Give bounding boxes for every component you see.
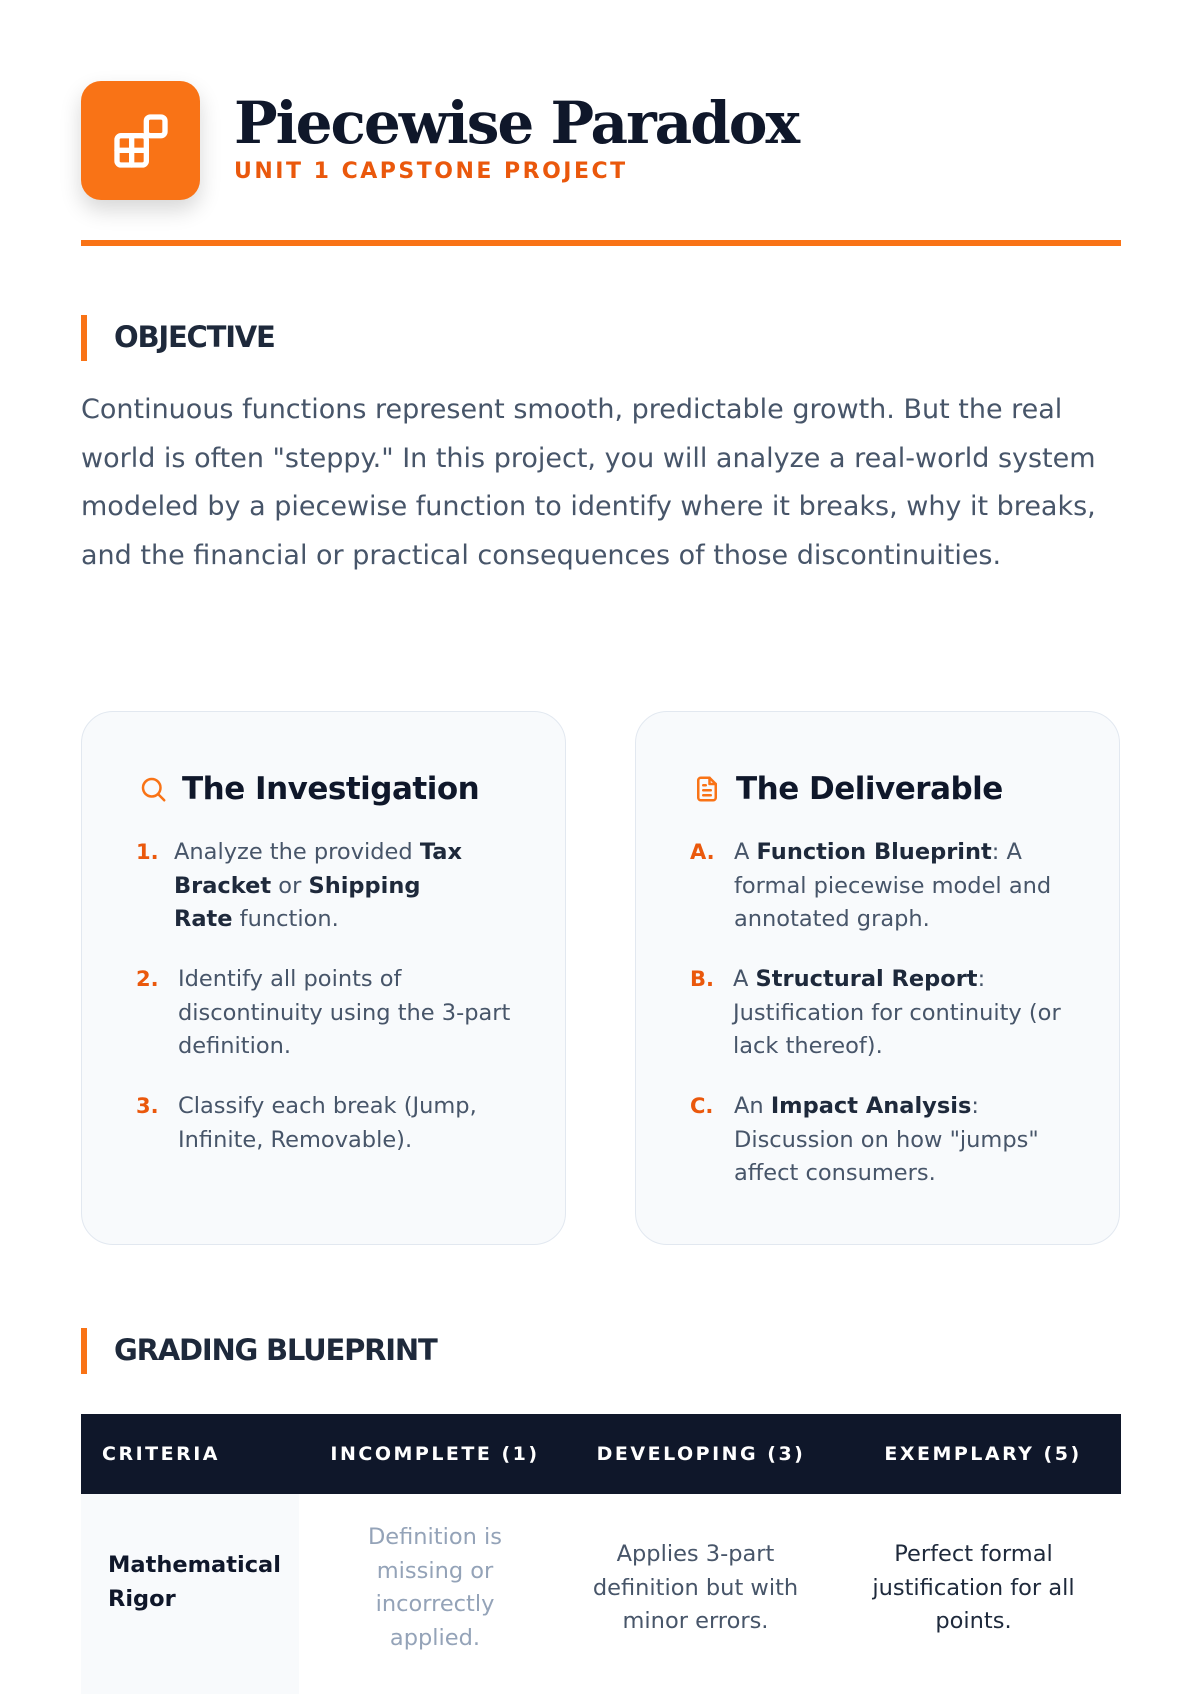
document-icon (690, 772, 724, 806)
list-marker: A. (690, 840, 715, 864)
widgets-icon (81, 81, 200, 200)
list-item-text: Identify all points of discontinuity using the 3-part definition. (178, 966, 511, 1059)
grading-heading-text: GRADING BLUEPRINT (114, 1333, 437, 1367)
rubric-table-header (81, 1414, 1121, 1494)
list-item-text: A Structural Report: Justification for continuity (or lack thereof). (733, 966, 1061, 1059)
investigation-title: The Investigation (182, 771, 480, 807)
column-header-developing: DEVELOPING (3) (596, 1443, 806, 1465)
page-title: Piecewise Paradox (234, 89, 799, 157)
objective-text: Continuous functions represent smooth, predictable growth. But the real world is often "steppy." In this project, you will analyze a real-world system modeled by a piecewise function to identify where it breaks, why it breaks, and the financial or practical consequences of those discontinuities. (81, 394, 1096, 571)
section-accent-bar (81, 1328, 87, 1374)
deliverable-card-title (690, 766, 1003, 812)
table-row (81, 1494, 1121, 1694)
investigation-card (81, 711, 566, 1245)
column-header-incomplete: INCOMPLETE (1) (330, 1443, 540, 1465)
deliverable-card (635, 711, 1120, 1245)
list-item-text: A Function Blueprint: A formal piecewise model and annotated graph. (734, 839, 1052, 932)
deliverable-title: The Deliverable (736, 771, 1003, 807)
criteria-label: Mathematical Rigor (108, 1552, 281, 1612)
developing-cell: Applies 3-part definition but with minor errors. (592, 1541, 799, 1634)
list-item-text: Analyze the provided Tax Bracket or Shipping Rate function. (174, 839, 462, 932)
list-item-text: An Impact Analysis: Discussion on how "jumps" affect consumers. (734, 1093, 1039, 1186)
column-header-exemplary: EXEMPLARY (5) (884, 1443, 1082, 1465)
list-marker: 1. (136, 840, 159, 864)
incomplete-cell: Definition is missing or incorrectly applied. (367, 1524, 503, 1651)
list-marker: B. (690, 967, 714, 991)
column-header-criteria: CRITERIA (102, 1443, 220, 1465)
objective-heading-text: OBJECTIVE (114, 320, 275, 354)
page-subtitle: UNIT 1 CAPSTONE PROJECT (234, 159, 628, 184)
list-marker: 2. (136, 967, 159, 991)
objective-heading (81, 315, 1121, 361)
header-divider (81, 240, 1121, 246)
list-marker: 3. (136, 1094, 159, 1118)
section-accent-bar (81, 315, 87, 361)
exemplary-cell: Perfect formal justification for all points. (872, 1541, 1075, 1634)
search-icon (136, 772, 170, 806)
list-item-text: Classify each break (Jump, Infinite, Removable). (178, 1093, 477, 1153)
investigation-card-title (136, 766, 479, 812)
grading-heading (81, 1328, 1121, 1374)
list-marker: C. (690, 1094, 714, 1118)
